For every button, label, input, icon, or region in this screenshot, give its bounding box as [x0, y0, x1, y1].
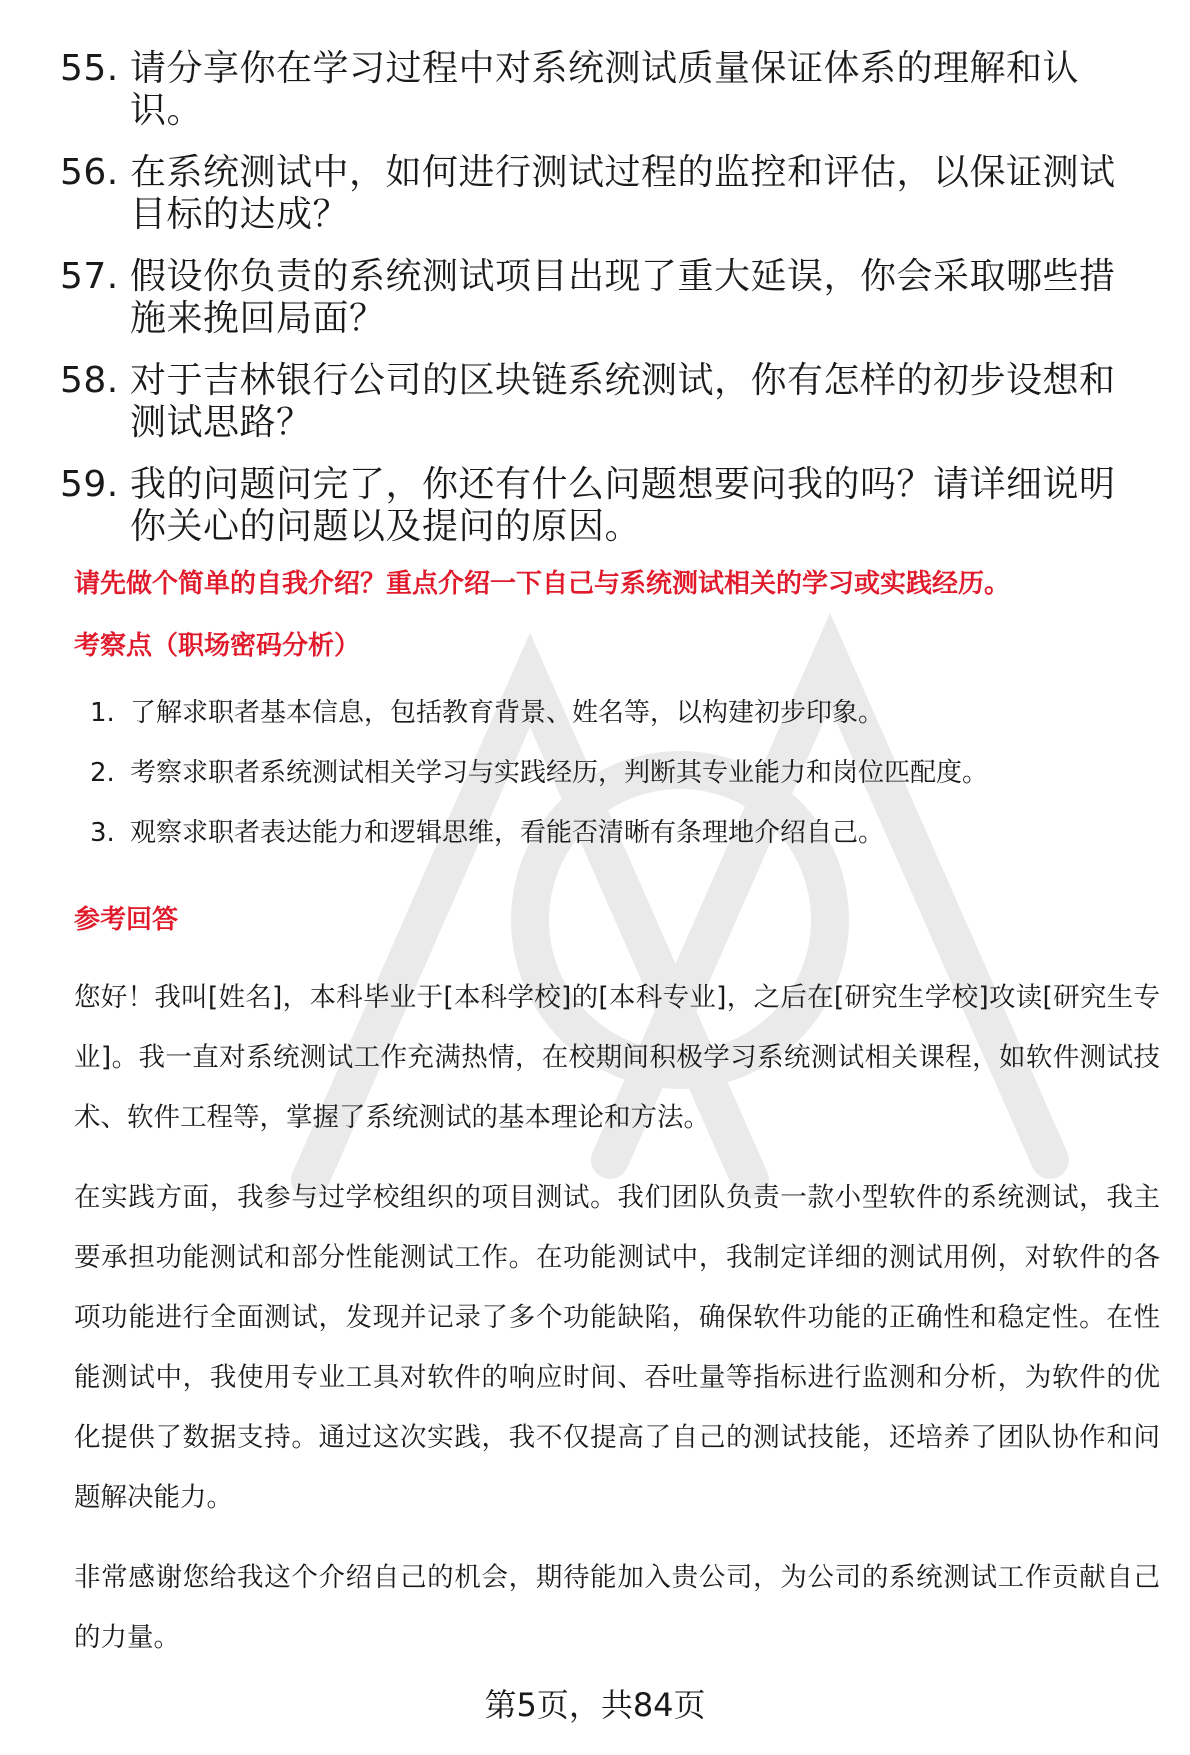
- question-item: [60, 360, 1150, 444]
- point-number: 1.: [90, 698, 115, 728]
- question-number: 55.: [60, 48, 119, 89]
- question-text: 我的问题问完了，你还有什么问题想要问我的吗？请详细说明你关心的问题以及提问的原因。: [130, 464, 1116, 547]
- analysis-point: [90, 695, 1150, 731]
- answer-paragraph: 您好！我叫[姓名]，本科毕业于[本科学校]的[本科专业]，之后在[研究生学校]攻读[研究生专业]。我一直对系统测试工作充满热情，在校期间积极学习系统测试相关课程，如软件测试技术、软件工程等，掌握了系统测试的基本理论和方法。: [74, 982, 1160, 1133]
- question-item: [60, 48, 1150, 132]
- point-number: 3.: [90, 818, 115, 848]
- point-text: 考察求职者系统测试相关学习与实践经历，判断其专业能力和岗位匹配度。: [130, 758, 989, 788]
- question-item: [60, 464, 1150, 548]
- question-item: [60, 152, 1150, 236]
- answer-heading: 参考回答: [74, 905, 179, 935]
- question-list: [60, 48, 1150, 568]
- question-number: 56.: [60, 152, 119, 193]
- analysis-heading: 考察点（职场密码分析）: [74, 631, 361, 661]
- question-number: 59.: [60, 464, 119, 505]
- question-item: [60, 256, 1150, 340]
- point-text: 观察求职者表达能力和逻辑思维，看能否清晰有条理地介绍自己。: [130, 818, 885, 848]
- question-text: 在系统测试中，如何进行测试过程的监控和评估，以保证测试目标的达成？: [130, 152, 1116, 235]
- point-number: 2.: [90, 758, 115, 788]
- answer-paragraph: 在实践方面，我参与过学校组织的项目测试。我们团队负责一款小型软件的系统测试，我主要承担功能测试和部分性能测试工作。在功能测试中，我制定详细的测试用例，对软件的各项功能进行全面测试，发现并记录了多个功能缺陷，确保软件功能的正确性和稳定性。在性能测试中，我使用专业工具对软件的响应时间、吞吐量等指标进行监测和分析，为软件的优化提供了数据支持。通过这次实践，我不仅提高了自己的测试技能，还培养了团队协作和问题解决能力。: [74, 1182, 1160, 1513]
- analysis-point-list: [90, 695, 1150, 875]
- analysis-point: [90, 815, 1150, 851]
- answer-body: [74, 968, 1160, 1688]
- question-text: 请分享你在学习过程中对系统测试质量保证体系的理解和认识。: [130, 48, 1080, 131]
- analysis-point: [90, 755, 1150, 791]
- point-text: 了解求职者基本信息，包括教育背景、姓名等，以构建初步印象。: [130, 698, 885, 728]
- question-text: 假设你负责的系统测试项目出现了重大延误，你会采取哪些措施来挽回局面？: [130, 256, 1116, 339]
- interview-question-heading: 请先做个简单的自我介绍？重点介绍一下自己与系统测试相关的学习或实践经历。: [74, 569, 1011, 599]
- question-number: 57.: [60, 256, 119, 297]
- answer-paragraph: 非常感谢您给我这个介绍自己的机会，期待能加入贵公司，为公司的系统测试工作贡献自己的力量。: [74, 1562, 1160, 1653]
- question-number: 58.: [60, 360, 119, 401]
- page-number: 第5页，共84页: [484, 1686, 706, 1724]
- question-text: 对于吉林银行公司的区块链系统测试，你有怎样的初步设想和测试思路？: [130, 360, 1116, 443]
